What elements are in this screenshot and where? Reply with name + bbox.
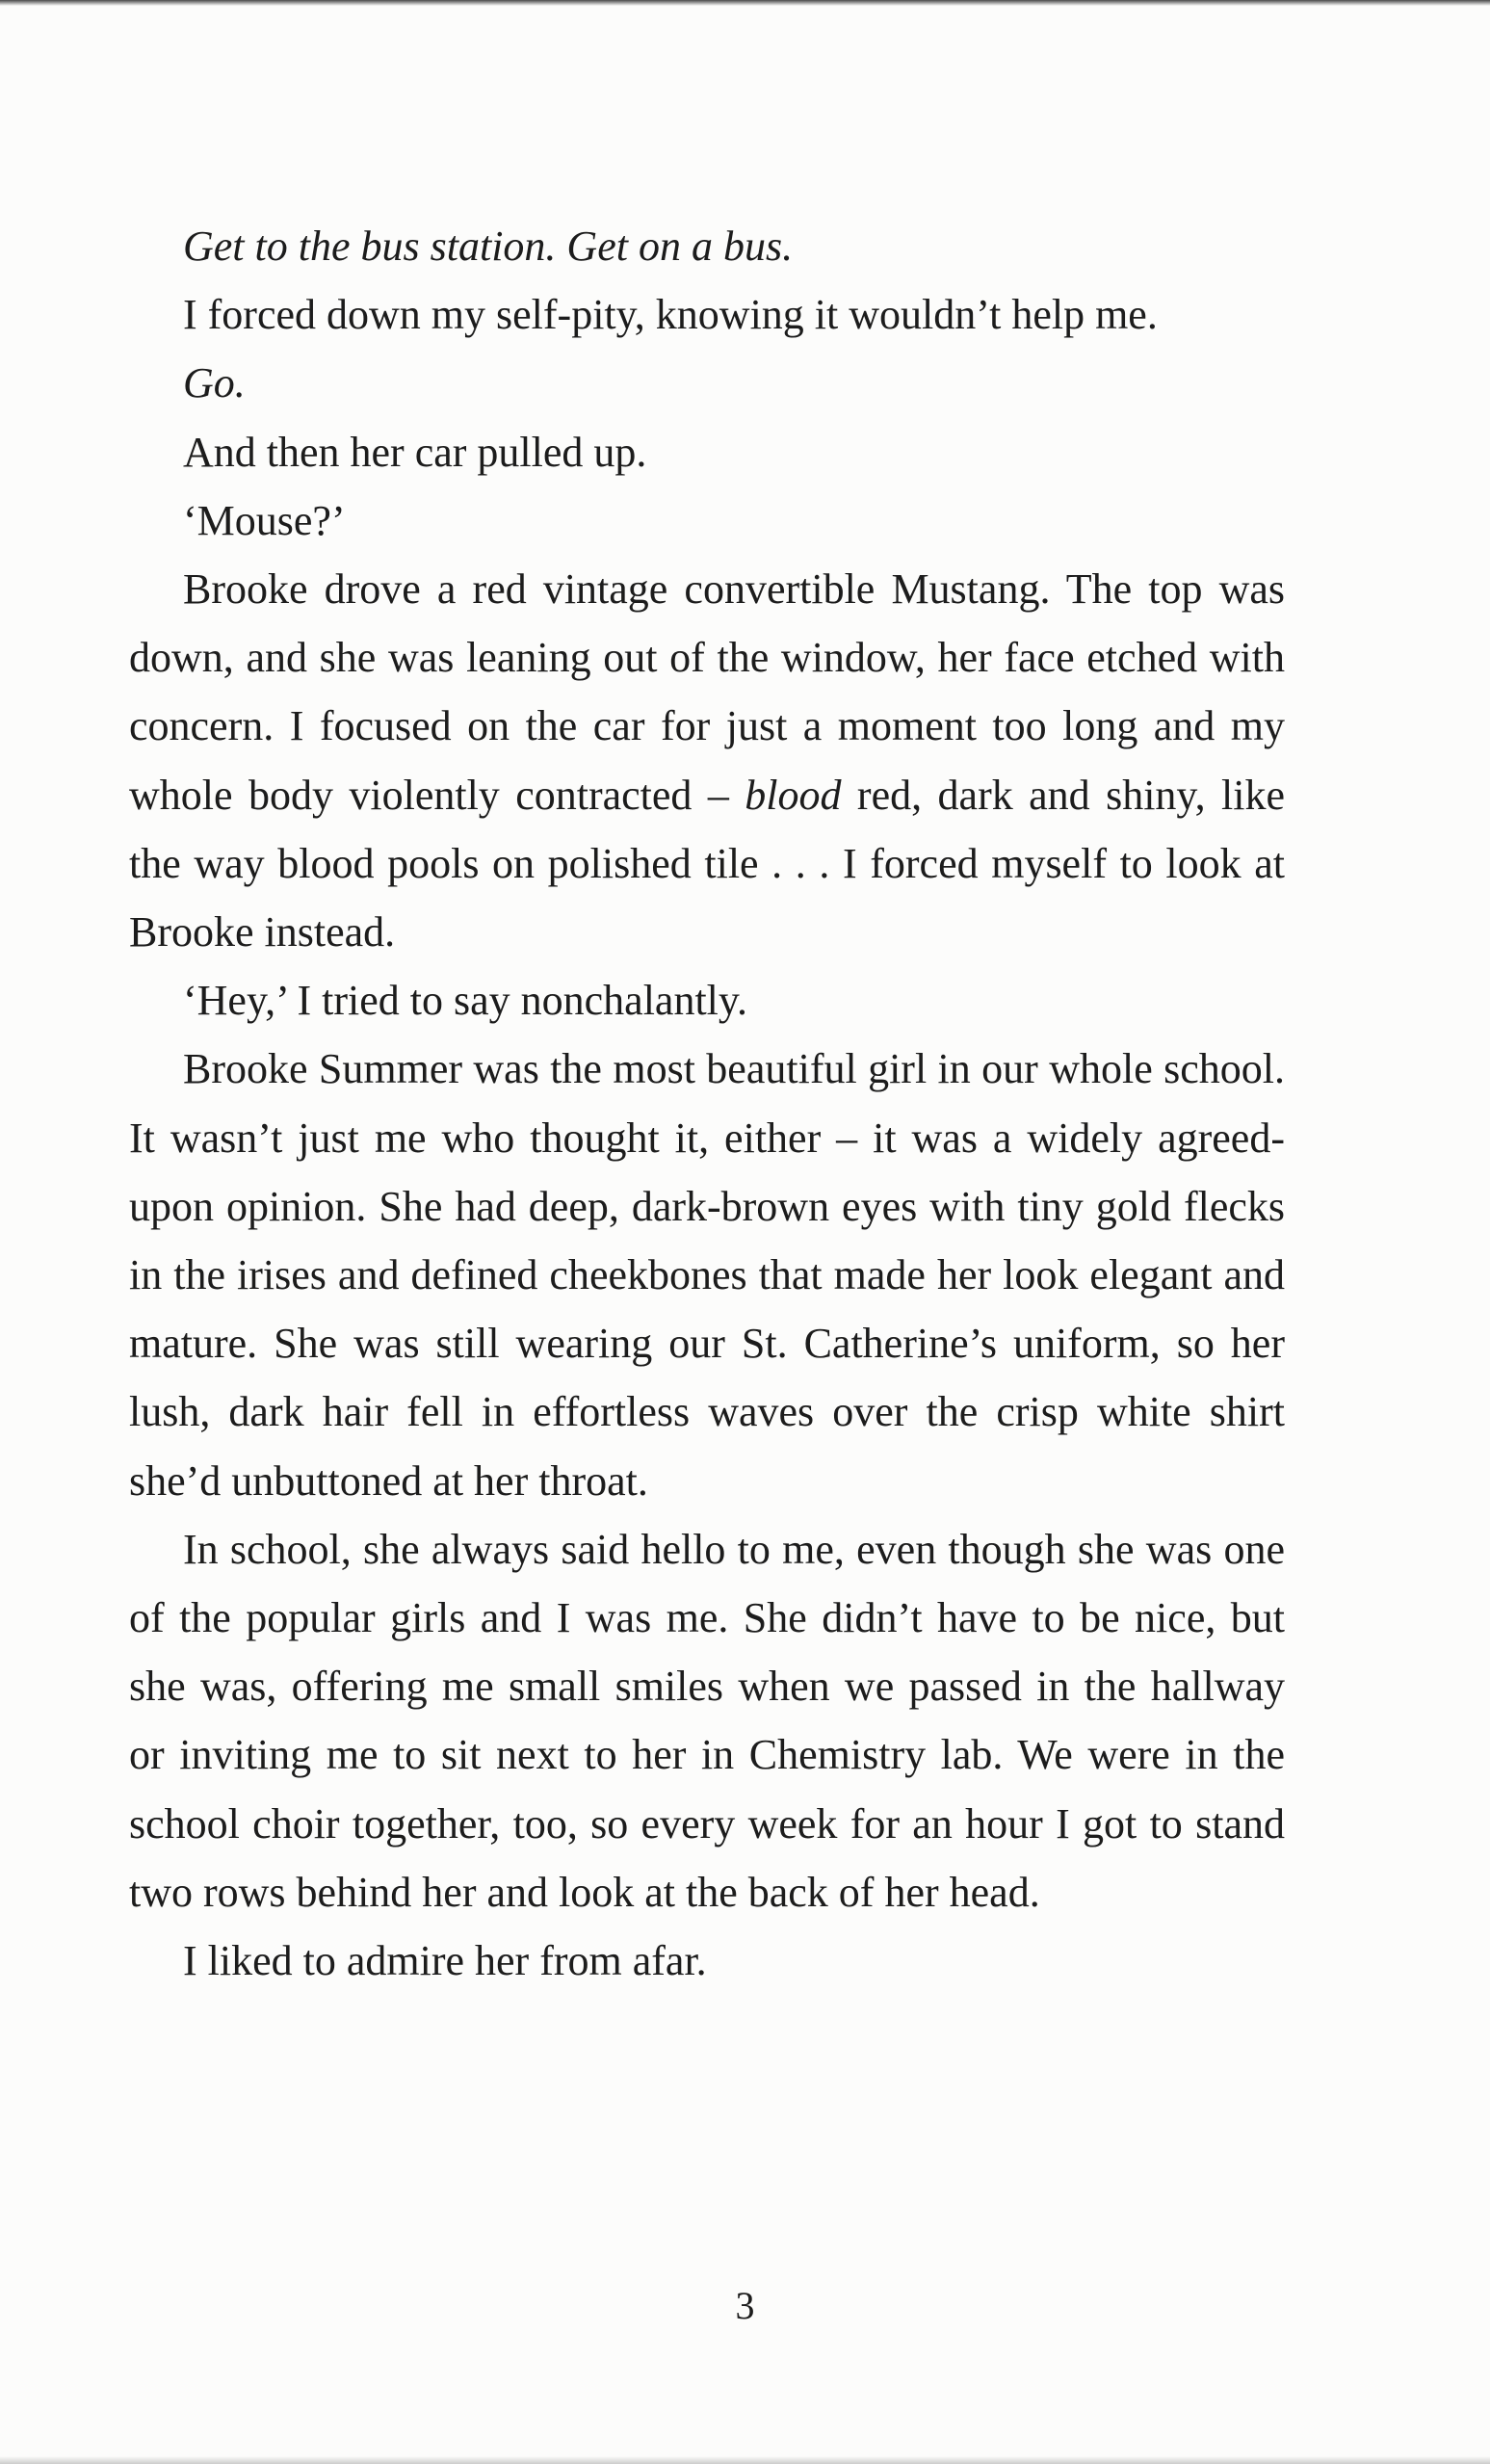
- text-span: Get to the bus station. Get on a bus.: [183, 223, 794, 270]
- paragraph: [129, 1927, 1285, 1995]
- text-span: ‘Hey,’ I tried to say nonchalantly.: [183, 977, 748, 1025]
- text-span: I forced down my self-pity, knowing it wouldn’t help me.: [183, 291, 1158, 339]
- paragraph: [129, 280, 1285, 349]
- text-span: Go.: [183, 359, 246, 407]
- text-span: I liked to admire her from afar.: [183, 1937, 707, 1985]
- paragraph: [129, 418, 1285, 486]
- paragraph: [129, 1035, 1285, 1514]
- paragraph: [129, 486, 1285, 555]
- page-number: 3: [735, 2284, 755, 2327]
- page-bottom-shadow: [0, 2456, 1490, 2464]
- text-span: And then her car pulled up.: [183, 428, 647, 476]
- page-top-shadow: [0, 0, 1490, 6]
- paragraph: [129, 212, 1285, 280]
- text-span-italic: blood: [745, 771, 842, 819]
- paragraph: [129, 349, 1285, 417]
- text-span: ‘Mouse?’: [183, 496, 346, 544]
- text-span: red, dark and shiny, like the way blood pools on polished tile . . . I forced myself to look at Brooke instead.: [129, 771, 1285, 957]
- paragraph: [129, 555, 1285, 966]
- paragraph: [129, 966, 1285, 1035]
- text-span: Brooke Summer was the most beautiful girl in our whole school. It wasn’t just me who thought it, either – it was a widely agreed-upon opinion. She had deep, dark-brown eyes with tiny gold flecks in the irises and defined cheekbones that made her look elegant and mature. She was still wearing our St. Catherine’s uniform, so her lush, dark hair fell in effortless waves over the crisp white shirt she’d unbuttoned at her throat.: [129, 1045, 1285, 1505]
- paragraph: [129, 1515, 1285, 1927]
- text-span: In school, she always said hello to me, even though she was one of the popular girls and I was me. She didn’t have to be nice, but she was, offering me small smiles when we passed in the hallway or inviting me to sit next to her in Chemistry lab. We were in the school choir together, too, so every week for an hour I got to stand two rows behind her and look at the back of her head.: [129, 1525, 1285, 1916]
- body-text: [129, 212, 1285, 1995]
- text-span: Brooke drove a red vintage convertible Mustang. The top was down, and she was leaning out of the window, her face etched with concern. I focused on the car for just a moment too long and my whole body violently contracted –: [129, 565, 1285, 819]
